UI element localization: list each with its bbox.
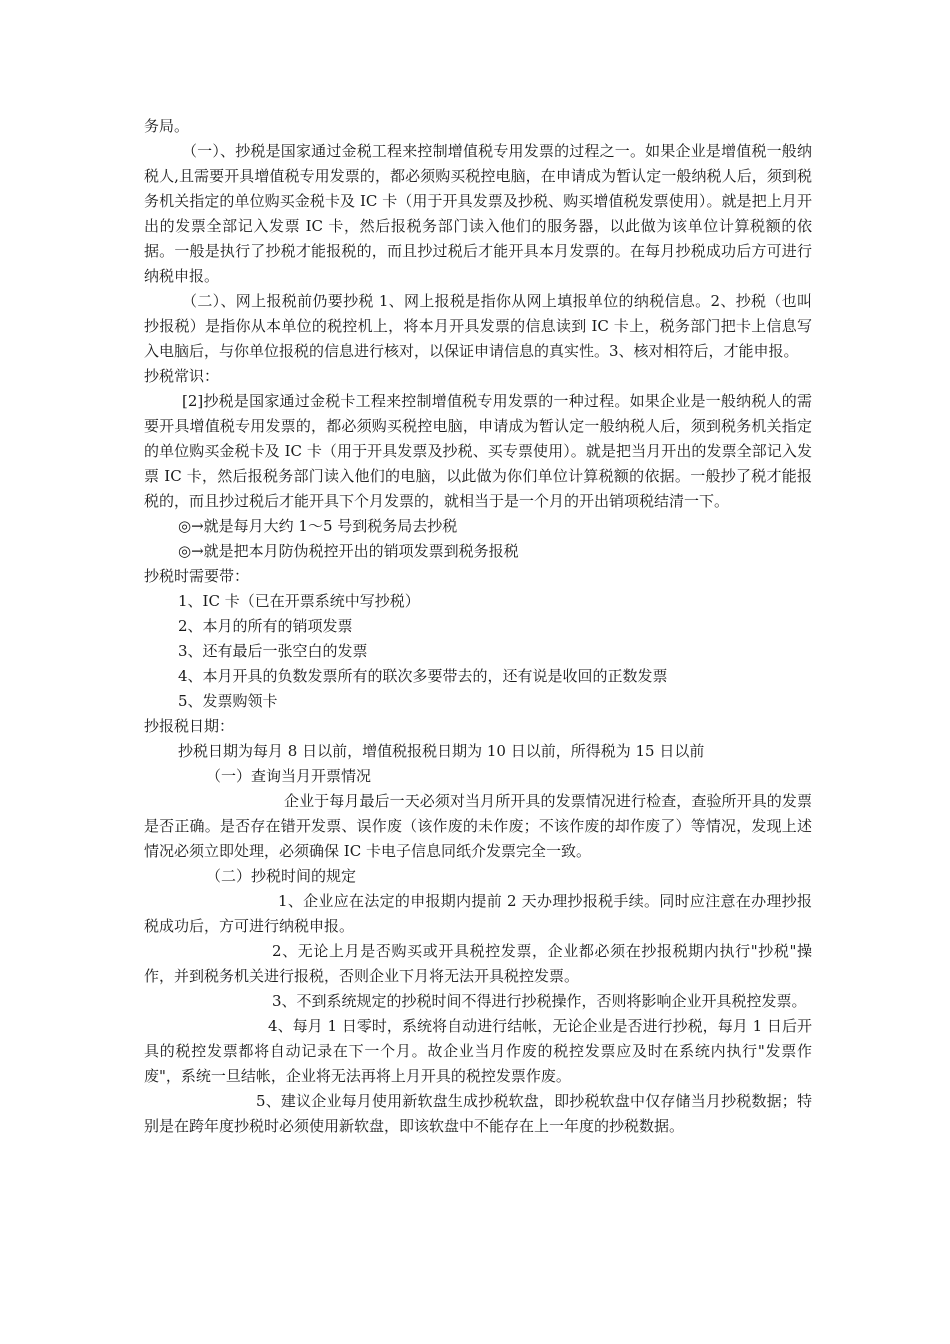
list-item-sales-invoices: 2、本月的所有的销项发票 <box>178 617 353 635</box>
paragraph-check-invoices: 企业于每月最后一天必须对当月所开具的发票情况进行检查，查验所开具的发票是否正确。是否存在错开发票、误作废（该作废的未作废；不该作废的却作废了）等情况，发现上述情况必须立即处理，必须确保 IC 卡电子信息同纸介发票完全一致。 <box>144 792 812 860</box>
heading-items-to-bring: 抄税时需要带： <box>144 567 250 585</box>
list-item-ic-card: 1、IC 卡（已在开票系统中写抄税） <box>178 592 420 610</box>
subheading-check-invoices: （一）查询当月开票情况 <box>206 767 372 785</box>
rule-item-1: 1、企业应在法定的申报期内提前 2 天办理抄报税手续。同时应注意在办理抄报税成功后，方可进行纳税申报。 <box>144 892 812 935</box>
rule-item-3: 3、不到系统规定的抄税时间不得进行抄税操作，否则将影响企业开具税控发票。 <box>272 992 807 1010</box>
rule-item-4: 4、每月 1 日零时，系统将自动进行结帐，无论企业是否进行抄税，每月 1 日后开具的税控发票都将自动记录在下一个月。故企业当月作废的税控发票应及时在系统内执行"发票作废"，系统一旦结帐，企业将无法再将上月开具的税控发票作废。 <box>144 1017 812 1085</box>
subheading-time-rules: （二）抄税时间的规定 <box>206 867 357 885</box>
rule-item-5: 5、建议企业每月使用新软盘生成抄税软盘，即抄税软盘中仅存储当月抄税数据；特别是在跨年度抄税时必须使用新软盘，即该软盘中不能存在上一年度的抄税数据。 <box>144 1092 812 1135</box>
paragraph-section-2: （二）、网上报税前仍要抄税 1、网上报税是指你从网上填报单位的纳税信息。2、抄税（也叫抄报税）是指你从本单位的税控机上，将本月开具发票的信息读到 IC 卡上，税务部门把卡上信息写入电脑后，与你单位报税的信息进行核对，以保证申请信息的真实性。3、核对相符后，才能申报。 <box>144 292 812 360</box>
list-item-blank-invoice: 3、还有最后一张空白的发票 <box>178 642 368 660</box>
note-item-2: ◎→就是把本月防伪税控开出的销项发票到税务报税 <box>178 542 519 560</box>
list-item-invoice-card: 5、发票购领卡 <box>178 692 278 710</box>
rule-item-2: 2、无论上月是否购买或开具税控发票，企业都必须在抄报税期内执行"抄税"操作，并到税务机关进行报税，否则企业下月将无法开具税控发票。 <box>144 942 812 985</box>
paragraph-section-1: （一）、抄税是国家通过金税工程来控制增值税专用发票的过程之一。如果企业是增值税一般纳税人,且需要开具增值税专用发票的，都必须购买税控电脑，在申请成为暂认定一般纳税人后，须到税务机关指定的单位购买金税卡及 IC 卡（用于开具发票及抄税、购买增值税发票使用）。就是把上月开出的发票全部记入发票 IC 卡，然后报税务部门读入他们的服务器，以此做为该单位计算税额的依据。一般是执行了抄税才能报税的，而且抄过税后才能开具本月发票的。在每月抄税成功后方可进行纳税申报。 <box>144 142 812 285</box>
document-body <box>144 114 812 1139</box>
paragraph-tax-copy-definition: [2]抄税是国家通过金税卡工程来控制增值税专用发票的一种过程。如果企业是一般纳税人的需要开具增值税专用发票的，都必须购买税控电脑，申请成为暂认定一般纳税人后，须到税务机关指定的单位购买金税卡及 IC 卡（用于开具发票及抄税、买专票使用）。就是把当月开出的发票全部记入发票 IC 卡，然后报税务部门读入他们的电脑，以此做为你们单位计算税额的依据。一般抄了税才能报税的，而且抄过税后才能开具下个月发票的，就相当于是一个月的开出销项税结清一下。 <box>144 392 812 510</box>
list-item-negative-invoices: 4、本月开具的负数发票所有的联次多要带去的，还有说是收回的正数发票 <box>178 667 668 685</box>
paragraph-filing-dates: 抄税日期为每月 8 日以前，增值税报税日期为 10 日以前，所得税为 15 日以前 <box>178 742 705 760</box>
heading-filing-dates: 抄报税日期： <box>144 717 235 735</box>
note-item-1: ◎→就是每月大约 1～5 号到税务局去抄税 <box>178 517 458 535</box>
paragraph-continuation: 务局。 <box>144 117 190 135</box>
heading-tax-copy-basics: 抄税常识： <box>144 367 220 385</box>
